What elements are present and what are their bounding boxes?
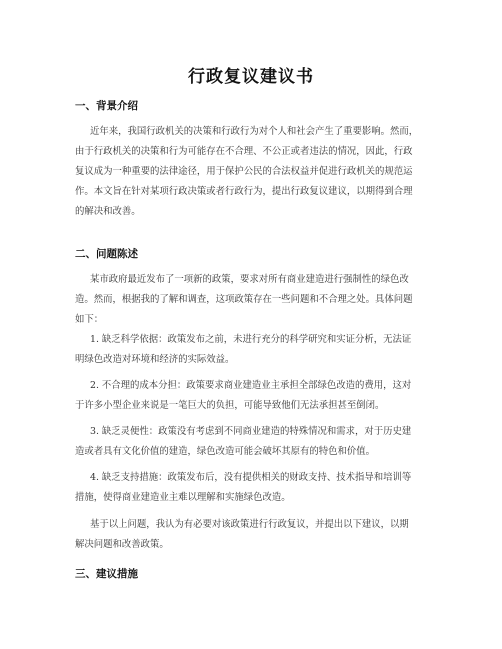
section-heading-recommendations: 三、建议措施 (75, 568, 138, 580)
paragraph-line: 于许多小型企业来说是一笔巨大的负担，可能导致他们无法承担甚至倒闭。 (75, 400, 385, 411)
problem-item-1 (75, 330, 435, 370)
document-title: 行政复议建议书 (188, 67, 314, 87)
paragraph-line: 基于以上问题，我认为有必要对该政策进行行政复议，并提出以下建议，以期 (90, 519, 409, 530)
section-heading-problem: 二、问题陈述 (75, 248, 138, 260)
paragraph-line: 作。本文旨在针对某项行政决策或者行政行为，提出行政复议建议，以期得到合理 (75, 186, 413, 197)
paragraph-line: 的解决和改善。 (75, 206, 141, 217)
paragraph-line: 造。然而，根据我的了解和调查，这项政策存在一些问题和不合理之处。具体问题 (75, 294, 413, 305)
paragraph-line: 2. 不合理的成本分担：政策要求商业建造业主承担全部绿色改造的费用，这对 (90, 380, 412, 391)
paragraph-line: 措施，使得商业建造业主难以理解和实施绿色改造。 (75, 492, 291, 503)
paragraph-line: 1. 缺乏科学依据：政策发布之前，未进行充分的科学研究和实证分析，无法证 (90, 334, 412, 345)
section-heading-background: 一、背景介绍 (75, 100, 138, 112)
paragraph-line: 4. 缺乏支持措施：政策发布后，没有提供相关的财政支持、技术指导和培训等 (90, 472, 412, 483)
problem-item-3 (75, 422, 435, 462)
paragraph-line: 如下： (75, 314, 104, 325)
paragraph-problem-intro (75, 270, 435, 330)
paragraph-line: 近年来，我国行政机关的决策和行政行为对个人和社会产生了重要影响。然而， (90, 126, 419, 137)
problem-item-4 (75, 468, 435, 508)
paragraph-line: 复议成为一种重要的法律途径，用于保护公民的合法权益并促进行政机关的规范运 (75, 166, 413, 177)
paragraph-line: 解决问题和改善政策。 (75, 539, 169, 550)
paragraph-line: 明绿色改造对环境和经济的实际效益。 (75, 354, 235, 365)
paragraph-line: 由于行政机关的决策和行为可能存在不合理、不公正或者违法的情况，因此，行政 (75, 146, 413, 157)
paragraph-line: 某市政府最近发布了一项新的政策，要求对所有商业建造进行强制性的绿色改 (90, 274, 409, 285)
paragraph-line: 3. 缺乏灵便性：政策没有考虑到不同商业建造的特殊情况和需求，对于历史建 (90, 426, 412, 437)
problem-item-2 (75, 376, 435, 416)
paragraph-background (75, 122, 435, 222)
paragraph-line: 造或者具有文化价值的建造，绿色改造可能会破坏其原有的特色和价值。 (75, 446, 376, 457)
paragraph-conclusion (75, 515, 435, 555)
